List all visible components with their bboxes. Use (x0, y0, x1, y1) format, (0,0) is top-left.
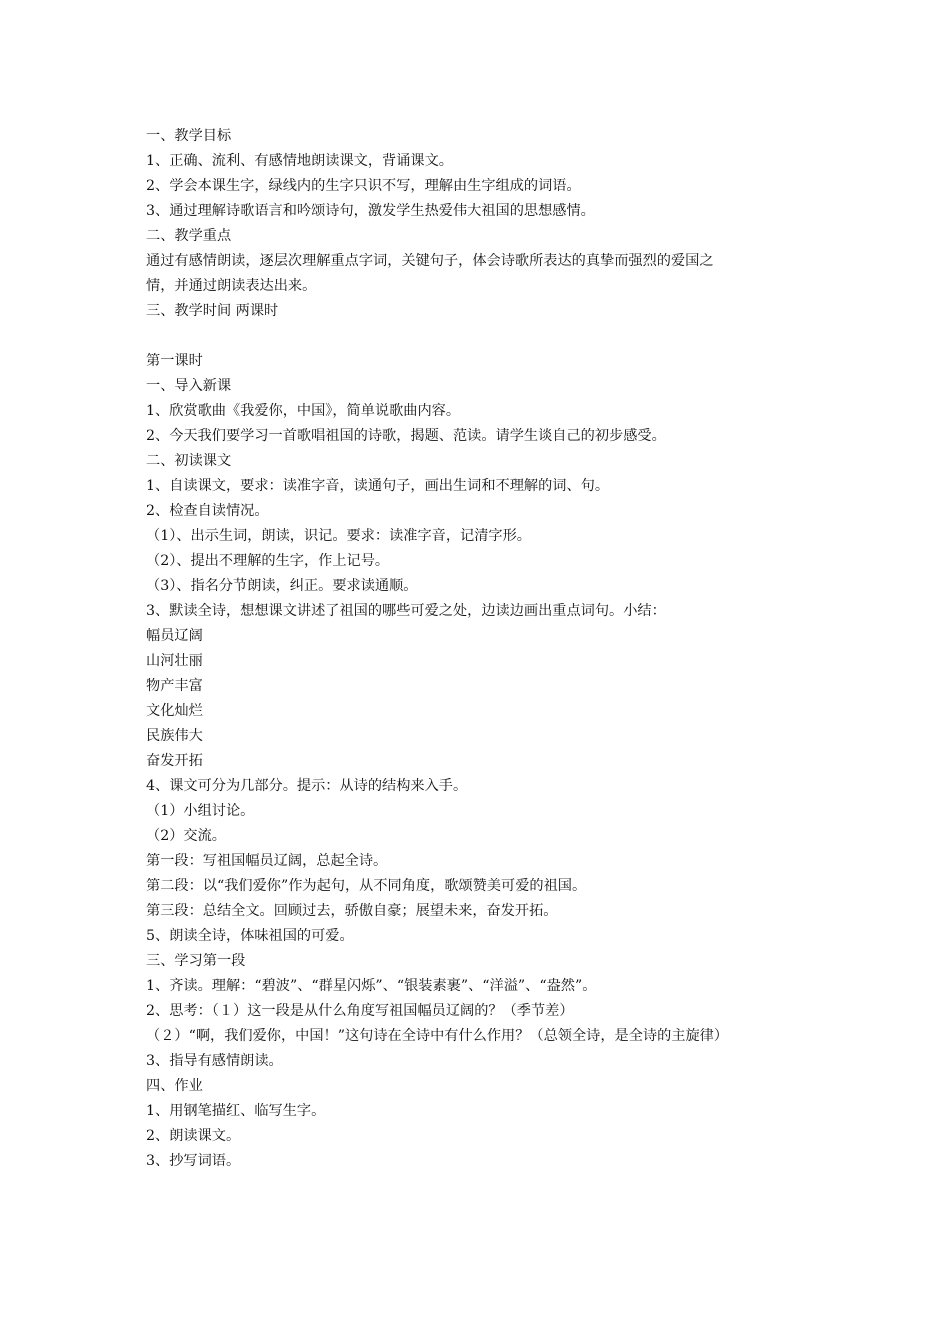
lesson-line: 四、作业 (146, 1078, 203, 1094)
lesson-line: （1）小组讨论。 (146, 803, 255, 819)
lesson-line: 物产丰富 (146, 678, 203, 694)
lesson-line: 奋发开拓 (146, 753, 203, 769)
header-line: 1、正确、流利、有感情地朗读课文，背诵课文。 (146, 153, 453, 169)
lesson-line: 3、默读全诗，想想课文讲述了祖国的哪些可爱之处，边读边画出重点词句。小结： (146, 603, 666, 619)
lesson-line: （２）“啊，我们爱你，中国！”这句诗在全诗中有什么作用？（总领全诗，是全诗的主旋律） (146, 1028, 729, 1044)
lesson-line: 2、朗读课文。 (146, 1128, 241, 1144)
lesson-line: （3）、指名分节朗读，纠正。要求读通顺。 (146, 578, 418, 594)
first-lesson-section (146, 349, 826, 1174)
teaching-plan-header (146, 124, 826, 249)
lesson-line: 3、指导有感情朗读。 (146, 1053, 283, 1069)
focus-text-line-2: 情，并通过朗读表达出来。 (146, 278, 317, 294)
lesson-line: 第一段：写祖国幅员辽阔，总起全诗。 (146, 853, 388, 869)
lesson-line: （2）交流。 (146, 828, 226, 844)
header-line: 2、学会本课生字，绿线内的生字只识不写，理解由生字组成的词语。 (146, 178, 581, 194)
lesson-line: （1）、出示生词，朗读，识记。要求：读准字音，记清字形。 (146, 528, 531, 544)
lesson-line: 2、今天我们要学习一首歌唱祖国的诗歌，揭题、范读。请学生谈自己的初步感受。 (146, 428, 666, 444)
lesson-line: 幅员辽阔 (146, 628, 203, 644)
lesson-line: 1、齐读。理解：“碧波”、“群星闪烁”、“银装素裹”、“洋溢”、“盎然”。 (146, 978, 597, 994)
lesson-line: 1、自读课文，要求：读准字音，读通句子，画出生词和不理解的词、句。 (146, 478, 610, 494)
document-body (146, 124, 826, 1174)
blank-line (146, 324, 826, 349)
lesson-line: 山河壮丽 (146, 653, 203, 669)
focus-text-line-1: 通过有感情朗读，逐层次理解重点字词，关键句子，体会诗歌所表达的真挚而强烈的爱国之 (146, 253, 714, 269)
lesson-line: 二、初读课文 (146, 453, 232, 469)
lesson-line: 一、导入新课 (146, 378, 232, 394)
lesson-line: 2、思考：（１）这一段是从什么角度写祖国幅员辽阔的？（季节差） (146, 1003, 574, 1019)
lesson-line: 第二段：以“我们爱你”作为起句，从不同角度，歌颂赞美可爱的祖国。 (146, 878, 587, 894)
lesson-line: 3、抄写词语。 (146, 1153, 241, 1169)
lesson-line: 民族伟大 (146, 728, 203, 744)
lesson-line: 5、朗读全诗，体味祖国的可爱。 (146, 928, 354, 944)
lesson-line: 三、学习第一段 (146, 953, 246, 969)
header-line: 一、教学目标 (146, 128, 232, 144)
lesson-line: 1、欣赏歌曲《我爱你，中国》，简单说歌曲内容。 (146, 403, 461, 419)
lesson-line: （2）、提出不理解的生字，作上记号。 (146, 553, 390, 569)
teaching-time: 三、教学时间 两课时 (146, 303, 279, 319)
lesson-line: 1、用钢笔描红、临写生字。 (146, 1103, 326, 1119)
header-line: 二、教学重点 (146, 228, 232, 244)
lesson-line: 2、检查自读情况。 (146, 503, 269, 519)
lesson-line: 文化灿烂 (146, 703, 203, 719)
header-line: 3、通过理解诗歌语言和吟颂诗句，激发学生热爱伟大祖国的思想感情。 (146, 203, 595, 219)
lesson-line: 4、课文可分为几部分。提示：从诗的结构来入手。 (146, 778, 468, 794)
lesson-line: 第三段：总结全文。回顾过去，骄傲自豪；展望未来，奋发开拓。 (146, 903, 558, 919)
lesson-line: 第一课时 (146, 353, 203, 369)
